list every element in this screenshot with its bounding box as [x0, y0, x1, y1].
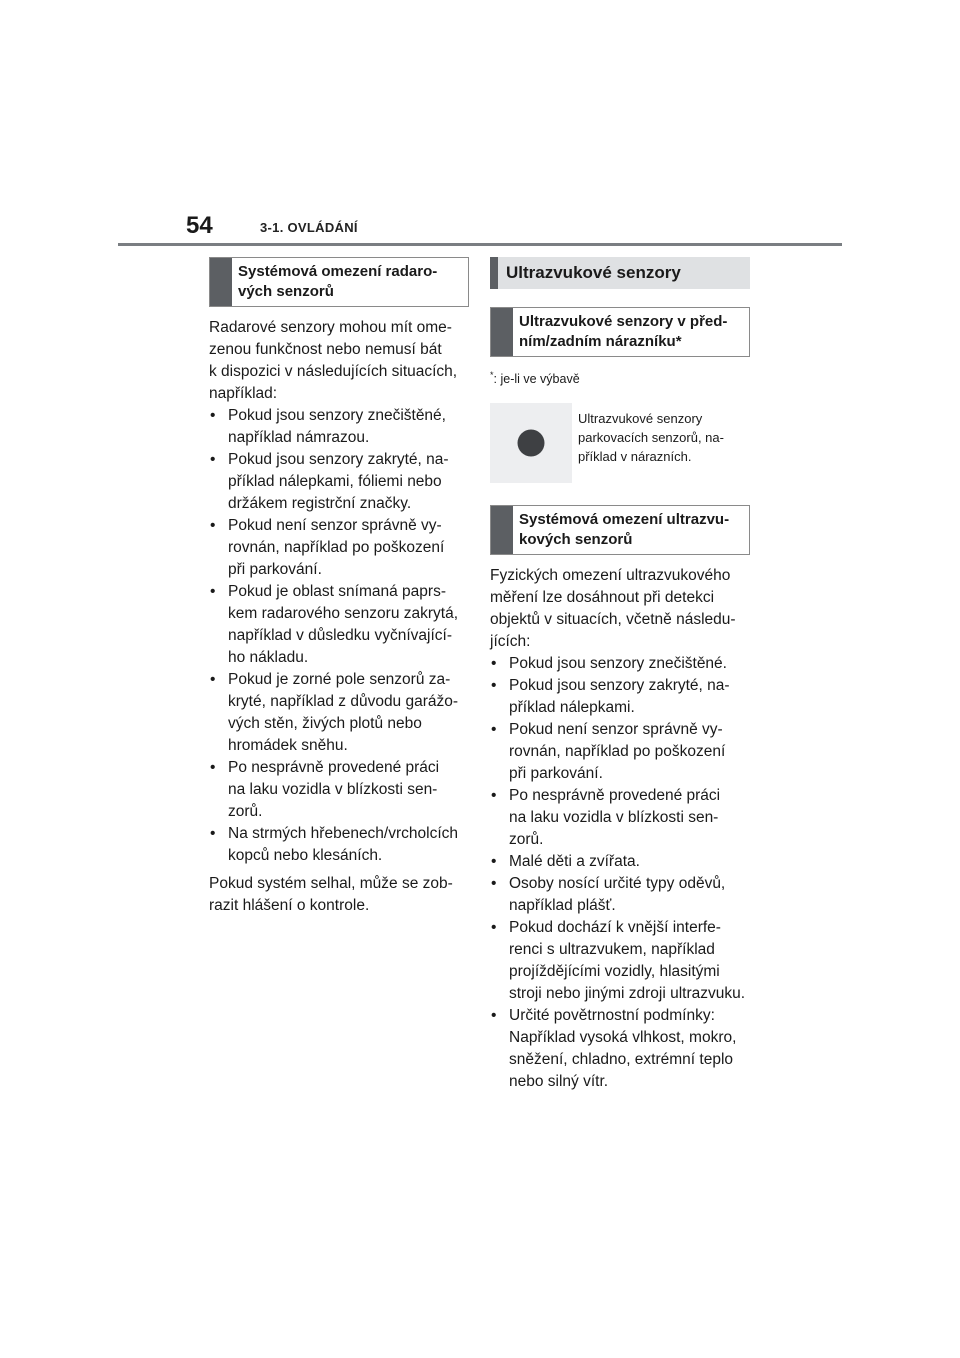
subheading-bar [210, 258, 232, 306]
list-item: • Pokud jsou senzory zakryté, na- příklad nálepkami, fóliemi nebo držákem registrční značky. [210, 451, 449, 512]
list-item: • Pokud jsou senzory zakryté, na- příklad nálepkami. [491, 677, 730, 717]
list-item: • Po nesprávně provedené práci na laku vozidla v blízkosti sen- zorů. [491, 787, 721, 849]
text-line: měření lze dosáhnout při detekci [490, 589, 715, 607]
list-item: • Pokud dochází k vnější interfe- renci s ultrazvukem, například projíždějícími vozidly, hlasitými stroji nebo jinými zdroji ultrazvuku. [491, 919, 746, 1003]
subheading-bar [491, 506, 513, 554]
list-item: • Pokud není senzor správně vy- rovnán, například po poškození při parkování. [491, 721, 726, 783]
text-line: zenou funkčnost nebo nemusí bát [209, 341, 442, 358]
text-line: Radarové senzory mohou mít ome- [209, 319, 452, 336]
list-item: • Pokud je oblast snímaná paprs- kem radarového senzoru zakrytá, například v důsledku vyčnívající- ho nákladu. [210, 583, 459, 666]
heading-text: Ultrazvukové senzory [506, 263, 681, 282]
list-item: • Určité povětrnostní podmínky: Například vysoká vlhkost, mokro, sněžení, chladno, extrémní teplo nebo silný vítr. [491, 1007, 737, 1091]
text-line: Pokud systém selhal, může se zob- [209, 875, 453, 892]
list-item: • Pokud jsou senzory znečištěné, například námrazou. [210, 407, 446, 446]
right-intro [490, 565, 750, 653]
footnote-text: : je-li ve výbavě [493, 372, 580, 387]
subheading-ultrasonic-limits [490, 505, 750, 555]
text-line: Fyzických omezení ultrazvukového [490, 567, 731, 585]
subheading-text: Systémová omezení ultrazvu-kových senzorů [519, 511, 730, 549]
text-line: jících: [490, 633, 531, 651]
footnote-mark: * [490, 370, 494, 380]
subheading-bar [491, 308, 513, 356]
subheading-bumper-sensors [490, 307, 750, 357]
subheading-radar-limits [209, 257, 469, 307]
list-item: • Malé děti a zvířata. [491, 853, 640, 871]
text-line: objektů v situacích, včetně následu- [490, 611, 736, 629]
subheading-text: Systémová omezení radaro-vých senzorů [238, 263, 438, 300]
list-item: • Pokud jsou senzory znečištěné. [491, 655, 727, 673]
heading-bar [490, 257, 498, 289]
sensor-dot-icon [516, 428, 546, 458]
text-line: například: [209, 385, 278, 402]
footnote [490, 367, 750, 387]
text-line: k dispozici v následujících situacích, [209, 363, 458, 380]
header-divider [118, 243, 842, 246]
right-column [490, 257, 750, 1093]
left-outro [209, 873, 469, 917]
heading-ultrasonic-sensors [490, 257, 750, 289]
left-column [209, 257, 469, 917]
list-item: • Pokud není senzor správně vy- rovnán, například po poškození při parkování. [210, 517, 445, 578]
figure-caption: Ultrazvukové senzory parkovacích senzorů, na-příklad v nárazních. [578, 411, 724, 465]
list-item: • Pokud je zorné pole senzorů za- kryté, například z důvodu garážo- vých stěn, živých plotů nebo hromádek sněhu. [210, 671, 459, 754]
list-item: • Osoby nosící určité typy oděvů, například plášť. [491, 875, 726, 915]
right-bullet-list [490, 653, 750, 1093]
section-title: 3-1. OVLÁDÁNÍ [260, 220, 358, 235]
list-item: • Po nesprávně provedené práci na laku vozidla v blízkosti sen- zorů. [210, 759, 440, 820]
left-bullet-list [209, 405, 469, 867]
left-intro [209, 317, 469, 405]
page-number: 54 [186, 212, 213, 239]
text-line: razit hlášení o kontrole. [209, 897, 370, 914]
list-item: • Na strmých hřebenech/vrcholcích kopců nebo klesáních. [210, 825, 459, 864]
sensor-image [490, 403, 572, 483]
sensor-figure [490, 403, 750, 483]
subheading-text: Ultrazvukové senzory v před-ním/zadním nárazníku* [519, 313, 728, 350]
